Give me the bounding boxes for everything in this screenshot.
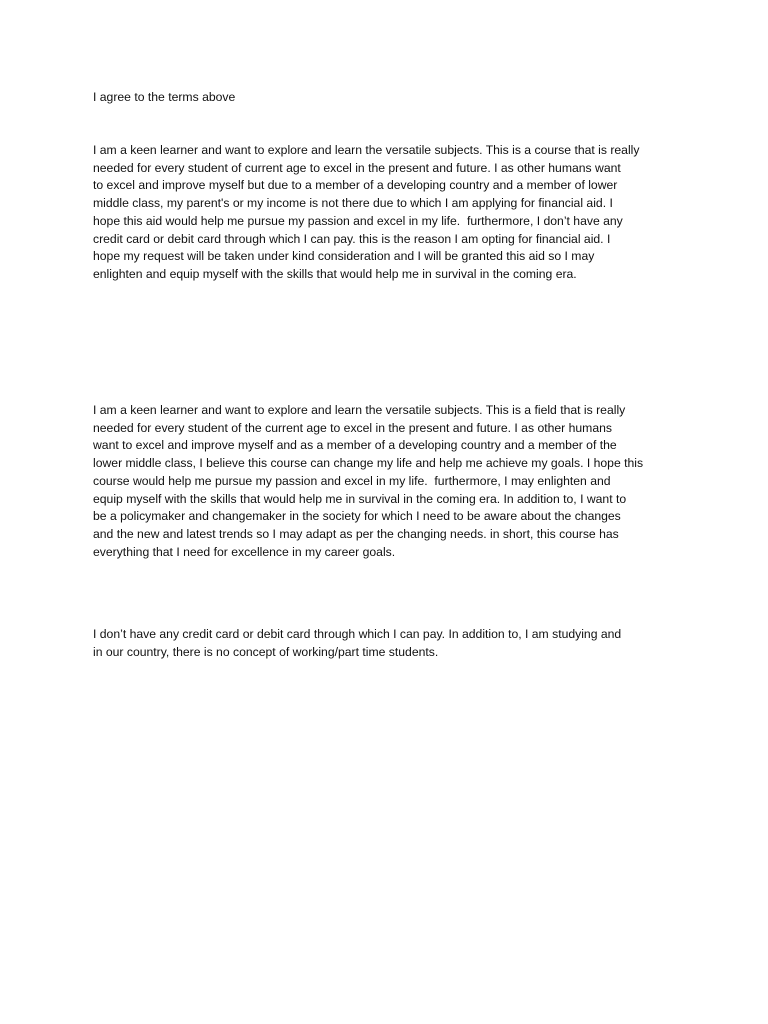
- text-line: I agree to the terms above: [93, 90, 236, 104]
- text-line: course would help me pursue my passion and excel in my life. furthermore, I may enlighten and: [93, 473, 611, 488]
- agreement-statement: [93, 89, 683, 107]
- text-line: equip myself with the skills that would help me in survival in the coming era. In addition to, I want to: [93, 491, 627, 506]
- text-line: be a policymaker and changemaker in the society for which I need to be aware about the changes: [93, 509, 621, 524]
- text-line: I am a keen learner and want to explore and learn the versatile subjects. This is a course that is really: [93, 143, 640, 157]
- text-line: want to excel and improve myself and as a member of a developing country and a member of the: [93, 438, 617, 453]
- paragraph-payment-situation: [93, 626, 683, 661]
- text-line: I am a keen learner and want to explore and learn the versatile subjects. This is a field that is really: [93, 403, 626, 417]
- text-line: to excel and improve myself but due to a member of a developing country and a member of lower: [93, 178, 618, 193]
- paragraph-financial-aid-reason: [93, 142, 683, 284]
- text-line: hope my request will be taken under kind consideration and I will be granted this aid so I may: [93, 249, 595, 264]
- text-line: in our country, there is no concept of working/part time students.: [93, 644, 439, 659]
- text-line: needed for every student of current age to excel in the present and future. I as other humans want: [93, 160, 621, 175]
- text-line: credit card or debit card through which I can pay. this is the reason I am opting for financial aid. I: [93, 231, 611, 246]
- text-line: hope this aid would help me pursue my passion and excel in my life. furthermore, I don’t have any: [93, 213, 623, 228]
- text-line: needed for every student of the current age to excel in the present and future. I as other humans: [93, 420, 612, 435]
- text-line: middle class, my parent's or my income is not there due to which I am applying for financial aid. I: [93, 196, 613, 211]
- text-line: I don’t have any credit card or debit card through which I can pay. In addition to, I am studying and: [93, 627, 622, 641]
- text-line: and the new and latest trends so I may adapt as per the changing needs. in short, this course has: [93, 526, 619, 541]
- paragraph-career-goals: [93, 402, 683, 561]
- text-line: lower middle class, I believe this course can change my life and help me achieve my goals. I hope this: [93, 456, 644, 471]
- text-line: enlighten and equip myself with the skills that would help me in survival in the coming era.: [93, 266, 577, 281]
- text-line: everything that I need for excellence in my career goals.: [93, 544, 396, 559]
